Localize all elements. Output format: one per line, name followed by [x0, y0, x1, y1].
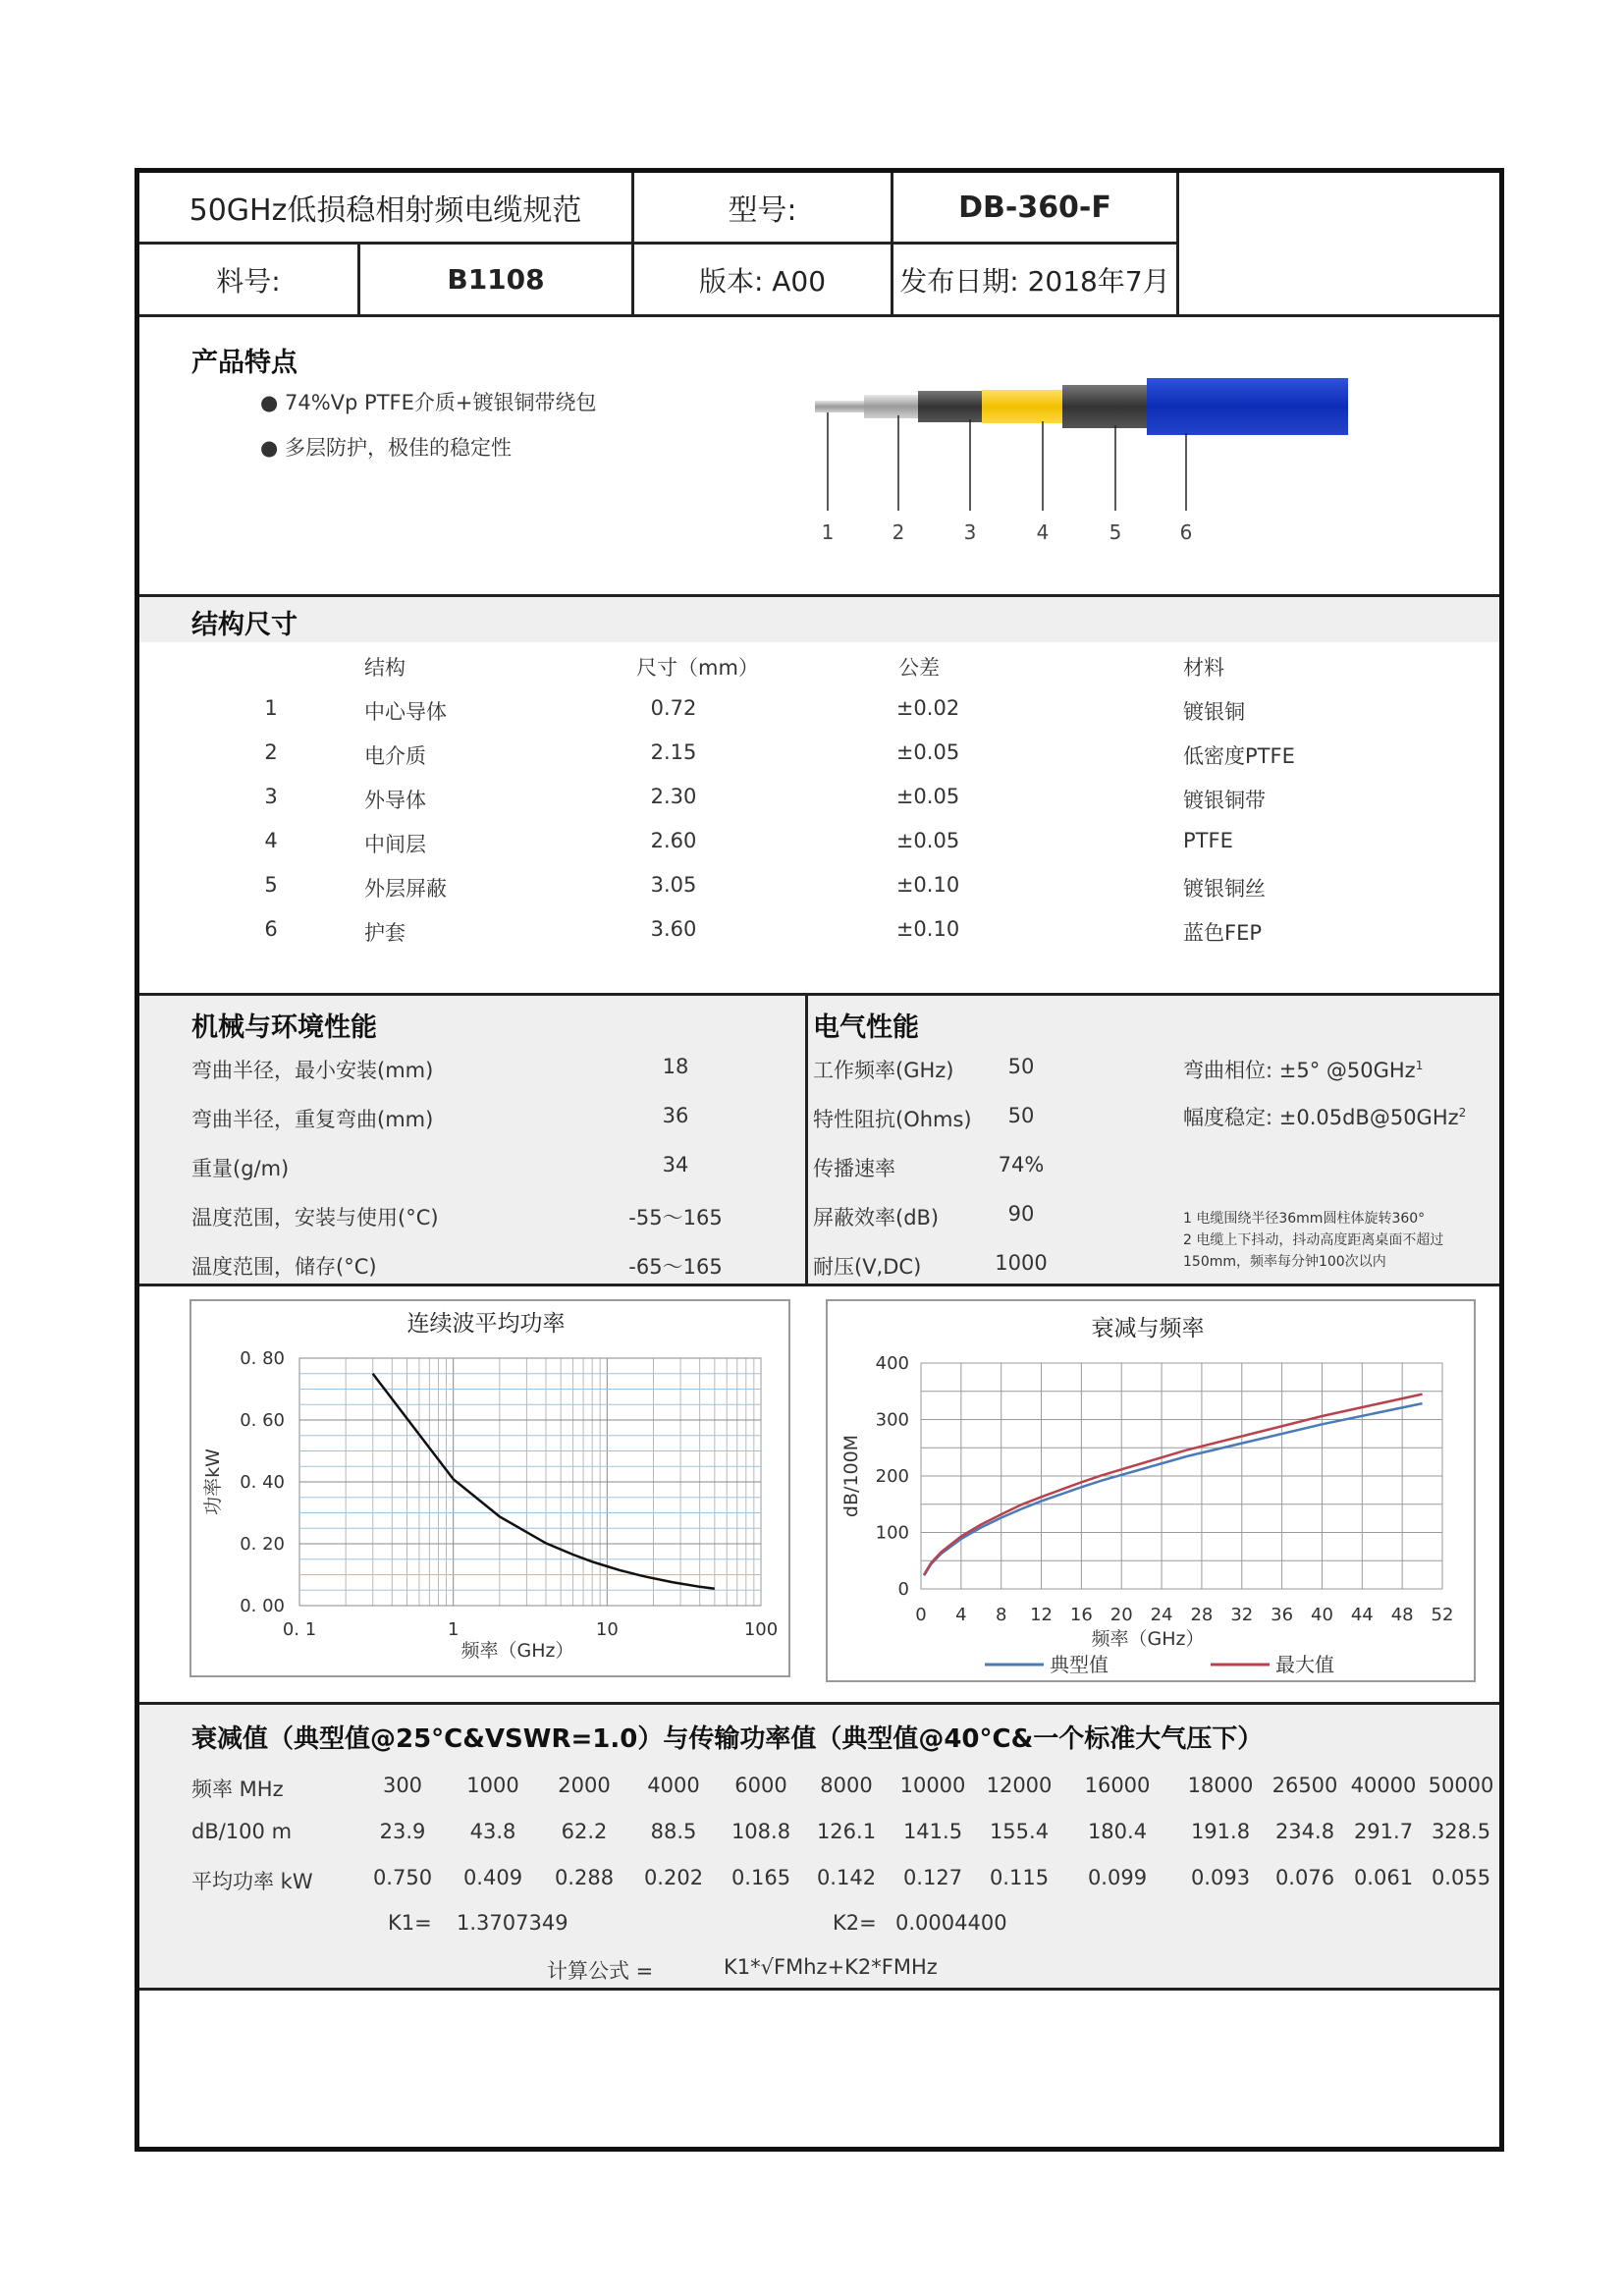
- amplitude-stability: 幅度稳定: ±0.05dB@50GHz$^2$: [1183, 1106, 1467, 1129]
- part-value: B1108: [447, 263, 545, 296]
- attenuation-cell-freq: 16000: [1084, 1774, 1151, 1797]
- power-y-tick: 0. 60: [240, 1410, 285, 1431]
- attenuation-cell-freq: 12000: [986, 1774, 1053, 1797]
- attenuation-cell-db: 88.5: [650, 1820, 697, 1843]
- mechanical-label: 温度范围，储存(°C): [191, 1255, 377, 1279]
- layer-number-6: 6: [1179, 520, 1193, 544]
- mechanical-title: 机械与环境性能: [191, 1012, 377, 1043]
- attenuation-x-tick: 32: [1230, 1605, 1254, 1625]
- structure-cell-no: 2: [264, 740, 278, 764]
- attenuation-cell-freq: 18000: [1187, 1774, 1254, 1797]
- attenuation-cell-power: 0.099: [1087, 1866, 1148, 1889]
- attenuation-cell-freq: 8000: [820, 1774, 873, 1797]
- attenuation-cell-freq: 300: [382, 1774, 423, 1797]
- attenuation-y-tick: 200: [875, 1466, 909, 1487]
- layer-6-jacket: [1147, 378, 1348, 435]
- attenuation-cell-freq: 6000: [734, 1774, 787, 1797]
- attenuation-cell-power: 0.127: [902, 1866, 963, 1889]
- structure-cell-tol: ±0.10: [895, 873, 960, 897]
- attenuation-cell-freq: 1000: [466, 1774, 519, 1797]
- feature-bullet-2: ● 多层防护，极佳的稳定性: [260, 436, 512, 460]
- document-title: 50GHz低损稳相射频电缆规范: [189, 193, 582, 228]
- structure-cell-material: 镀银铜丝: [1183, 877, 1266, 901]
- row-label-power: 平均功率 kW: [191, 1870, 313, 1893]
- mechanical-value: 36: [662, 1104, 689, 1127]
- model-label: 型号:: [728, 193, 797, 228]
- power-chart-box: [189, 1299, 790, 1677]
- structure-cell-name: 外导体: [364, 789, 426, 812]
- electrical-value: 50: [1007, 1104, 1035, 1127]
- layer-2-dielectric: [864, 395, 923, 418]
- mechanical-label: 重量(g/m): [191, 1157, 290, 1180]
- attenuation-cell-db: 234.8: [1274, 1820, 1335, 1843]
- power-chart-title: 连续波平均功率: [406, 1311, 566, 1337]
- attenuation-cell-power: 0.055: [1431, 1866, 1491, 1889]
- electrical-title: 电气性能: [813, 1012, 919, 1043]
- row-label-db: dB/100 m: [191, 1820, 293, 1843]
- note-1: 1 电缆围绕半径36mm圆柱体旋转360°: [1183, 1211, 1426, 1227]
- structure-title-band: [139, 597, 1499, 642]
- cable-structure-diagram: [805, 368, 1355, 550]
- attenuation-cell-freq: 2000: [558, 1774, 611, 1797]
- mechanical-value: -65～165: [628, 1255, 723, 1279]
- mechanical-label: 弯曲半径，重复弯曲(mm): [191, 1108, 434, 1131]
- attenuation-x-tick: 44: [1350, 1605, 1374, 1625]
- k2-label: K2=: [833, 1911, 877, 1935]
- release-date: 发布日期: 2018年7月: [899, 264, 1170, 298]
- k1-label: K1=: [388, 1911, 432, 1935]
- attenuation-y-tick: 400: [875, 1353, 909, 1374]
- layer-5-shield: [1062, 385, 1151, 428]
- electrical-label: 传播速率: [813, 1157, 895, 1180]
- structure-cell-material: 低密度PTFE: [1183, 744, 1295, 768]
- attenuation-x-tick: 16: [1069, 1605, 1093, 1625]
- electrical-label: 工作频率(GHz): [813, 1059, 954, 1082]
- attenuation-cell-db: 43.8: [469, 1820, 516, 1843]
- attenuation-cell-freq: 40000: [1350, 1774, 1417, 1797]
- attenuation-cell-db: 328.5: [1431, 1820, 1491, 1843]
- attenuation-cell-db: 191.8: [1190, 1820, 1251, 1843]
- attenuation-cell-power: 0.202: [643, 1866, 704, 1889]
- attenuation-x-tick: 36: [1271, 1605, 1294, 1625]
- attenuation-cell-power: 0.076: [1274, 1866, 1335, 1889]
- attenuation-cell-db: 126.1: [816, 1820, 877, 1843]
- mechanical-label: 温度范围，安装与使用(°C): [191, 1206, 439, 1230]
- attenuation-cell-db: 108.8: [730, 1820, 791, 1843]
- attenuation-x-tick: 8: [995, 1605, 1007, 1625]
- k1-value: 1.3707349: [457, 1911, 568, 1935]
- power-chart: [191, 1301, 788, 1675]
- attenuation-chart: [828, 1301, 1474, 1680]
- layer-3-outer-conductor: [918, 391, 987, 422]
- attenuation-y-tick: 100: [875, 1522, 909, 1544]
- attenuation-bottom-line: [139, 1988, 1499, 1991]
- mechanical-value: -55～165: [628, 1206, 723, 1230]
- structure-cell-size: 2.60: [650, 829, 697, 852]
- attenuation-x-tick: 52: [1431, 1605, 1454, 1625]
- structure-header-material: 材料: [1183, 656, 1224, 680]
- structure-cell-no: 4: [264, 829, 278, 852]
- structure-cell-material: PTFE: [1183, 829, 1233, 852]
- layer-4-middle-layer: [982, 390, 1070, 423]
- attenuation-title: 衰减值（典型值@25°C&VSWR=1.0）与传输功率值（典型值@40°C&一个标准大气压下）: [191, 1724, 1264, 1754]
- attenuation-cell-power: 0.750: [372, 1866, 433, 1889]
- attenuation-cell-db: 291.7: [1353, 1820, 1414, 1843]
- mechanical-label: 弯曲半径，最小安装(mm): [191, 1059, 434, 1082]
- attenuation-y-label: dB/100M: [840, 1434, 862, 1518]
- electrical-label: 耐压(V,DC): [813, 1255, 922, 1279]
- attenuation-cell-freq: 4000: [647, 1774, 700, 1797]
- structure-cell-no: 5: [264, 873, 278, 897]
- electrical-value: 50: [1007, 1055, 1035, 1078]
- layer-number-3: 3: [963, 520, 977, 544]
- attenuation-cell-freq: 26500: [1271, 1774, 1338, 1797]
- power-x-tick: 1: [447, 1619, 460, 1640]
- structure-cell-name: 中间层: [364, 833, 426, 856]
- attenuation-x-tick: 40: [1311, 1605, 1333, 1625]
- structure-cell-name: 护套: [364, 921, 406, 945]
- attenuation-cell-freq: 50000: [1428, 1774, 1494, 1797]
- attenuation-x-tick: 12: [1030, 1605, 1053, 1625]
- structure-cell-material: 镀银铜带: [1183, 789, 1266, 812]
- properties-bottom-line: [139, 1284, 1499, 1286]
- mechanical-value: 34: [662, 1153, 689, 1176]
- attenuation-cell-db: 23.9: [379, 1820, 426, 1843]
- electrical-label: 屏蔽效率(dB): [813, 1206, 940, 1230]
- layer-number-5: 5: [1109, 520, 1122, 544]
- structure-cell-tol: ±0.05: [895, 740, 960, 764]
- version: 版本: A00: [698, 264, 827, 298]
- structure-header-size: 尺寸（mm）: [636, 656, 759, 680]
- attenuation-cell-power: 0.061: [1353, 1866, 1414, 1889]
- structure-header-tolerance: 公差: [898, 656, 940, 680]
- mechanical-value: 18: [662, 1055, 689, 1078]
- header-vline-3: [1176, 173, 1179, 316]
- structure-cell-name: 电介质: [364, 744, 426, 768]
- structure-cell-size: 3.05: [650, 873, 697, 897]
- attenuation-cell-power: 0.165: [730, 1866, 791, 1889]
- structure-title: 结构尺寸: [191, 610, 298, 640]
- attenuation-cell-power: 0.115: [989, 1866, 1050, 1889]
- structure-cell-no: 6: [264, 917, 278, 941]
- power-x-tick: 0. 1: [282, 1619, 317, 1640]
- formula: K1*√FMhz+K2*FMHz: [724, 1955, 938, 1979]
- attenuation-x-tick: 0: [915, 1605, 927, 1625]
- attenuation-x-label: 频率（GHz）: [1091, 1628, 1205, 1650]
- legend-label-1: 典型值: [1050, 1653, 1109, 1676]
- structure-header-name: 结构: [364, 656, 406, 680]
- power-y-tick: 0. 00: [240, 1596, 285, 1616]
- power-y-label: 功率kW: [202, 1449, 224, 1515]
- structure-cell-material: 镀银铜: [1183, 700, 1245, 724]
- structure-cell-no: 1: [264, 696, 278, 720]
- formula-label: 计算公式 =: [547, 1959, 654, 1983]
- power-y-tick: 0. 40: [240, 1472, 285, 1493]
- note-3: 150mm，频率每分钟100次以内: [1183, 1254, 1386, 1270]
- structure-cell-size: 2.15: [650, 740, 697, 764]
- structure-cell-tol: ±0.05: [895, 785, 960, 808]
- attenuation-cell-db: 62.2: [561, 1820, 608, 1843]
- attenuation-cell-db: 155.4: [989, 1820, 1050, 1843]
- note-2: 2 电缆上下抖动，抖动高度距离桌面不超过: [1183, 1232, 1444, 1248]
- electrical-value: 90: [1007, 1202, 1035, 1226]
- attenuation-x-tick: 4: [955, 1605, 967, 1625]
- attenuation-cell-db: 141.5: [902, 1820, 963, 1843]
- power-x-tick: 100: [743, 1619, 779, 1640]
- structure-cell-name: 中心导体: [364, 700, 447, 724]
- row-label-frequency: 频率 MHz: [191, 1777, 284, 1801]
- attenuation-chart-title: 衰减与频率: [1091, 1316, 1205, 1341]
- electrical-value: 74%: [998, 1153, 1045, 1176]
- attenuation-cell-db: 180.4: [1087, 1820, 1148, 1843]
- attenuation-x-tick: 20: [1109, 1605, 1133, 1625]
- attenuation-cell-power: 0.409: [462, 1866, 523, 1889]
- power-y-tick: 0. 80: [240, 1348, 285, 1369]
- attenuation-x-tick: 24: [1150, 1605, 1173, 1625]
- power-x-label: 频率（GHz）: [460, 1640, 574, 1662]
- features-title: 产品特点: [191, 348, 298, 378]
- structure-cell-no: 3: [264, 785, 278, 808]
- structure-cell-name: 外层屏蔽: [364, 877, 447, 901]
- attenuation-x-tick: 28: [1190, 1605, 1214, 1625]
- attenuation-cell-freq: 10000: [899, 1774, 966, 1797]
- legend-label-2: 最大值: [1275, 1653, 1334, 1676]
- structure-cell-tol: ±0.10: [895, 917, 960, 941]
- attenuation-cell-power: 0.093: [1190, 1866, 1251, 1889]
- k2-value: 0.0004400: [895, 1911, 1007, 1935]
- structure-cell-material: 蓝色FEP: [1183, 921, 1263, 945]
- structure-cell-tol: ±0.05: [895, 829, 960, 852]
- attenuation-y-tick: 0: [897, 1579, 909, 1600]
- layer-number-2: 2: [892, 520, 905, 544]
- part-label: 料号:: [216, 264, 281, 298]
- structure-cell-tol: ±0.02: [895, 696, 960, 720]
- header-bottom-line: [139, 314, 1499, 317]
- attenuation-cell-power: 0.288: [554, 1866, 615, 1889]
- structure-cell-size: 3.60: [650, 917, 697, 941]
- feature-bullet-1: ● 74%Vp PTFE介质+镀银铜带绕包: [260, 391, 597, 414]
- attenuation-x-tick: 48: [1390, 1605, 1414, 1625]
- attenuation-cell-power: 0.142: [816, 1866, 877, 1889]
- structure-cell-size: 0.72: [650, 696, 697, 720]
- structure-cell-size: 2.30: [650, 785, 697, 808]
- model-value: DB-360-F: [958, 190, 1111, 225]
- properties-divider: [805, 996, 808, 1284]
- attenuation-chart-box: [826, 1299, 1476, 1682]
- electrical-value: 1000: [995, 1251, 1048, 1275]
- phase-stability: 弯曲相位: ±5° @50GHz$^1$: [1183, 1059, 1424, 1082]
- power-y-tick: 0. 20: [240, 1534, 285, 1555]
- electrical-label: 特性阻抗(Ohms): [813, 1108, 972, 1131]
- attenuation-y-tick: 300: [875, 1409, 909, 1431]
- layer-number-1: 1: [821, 520, 835, 544]
- layer-number-4: 4: [1036, 520, 1050, 544]
- power-x-tick: 10: [595, 1619, 619, 1640]
